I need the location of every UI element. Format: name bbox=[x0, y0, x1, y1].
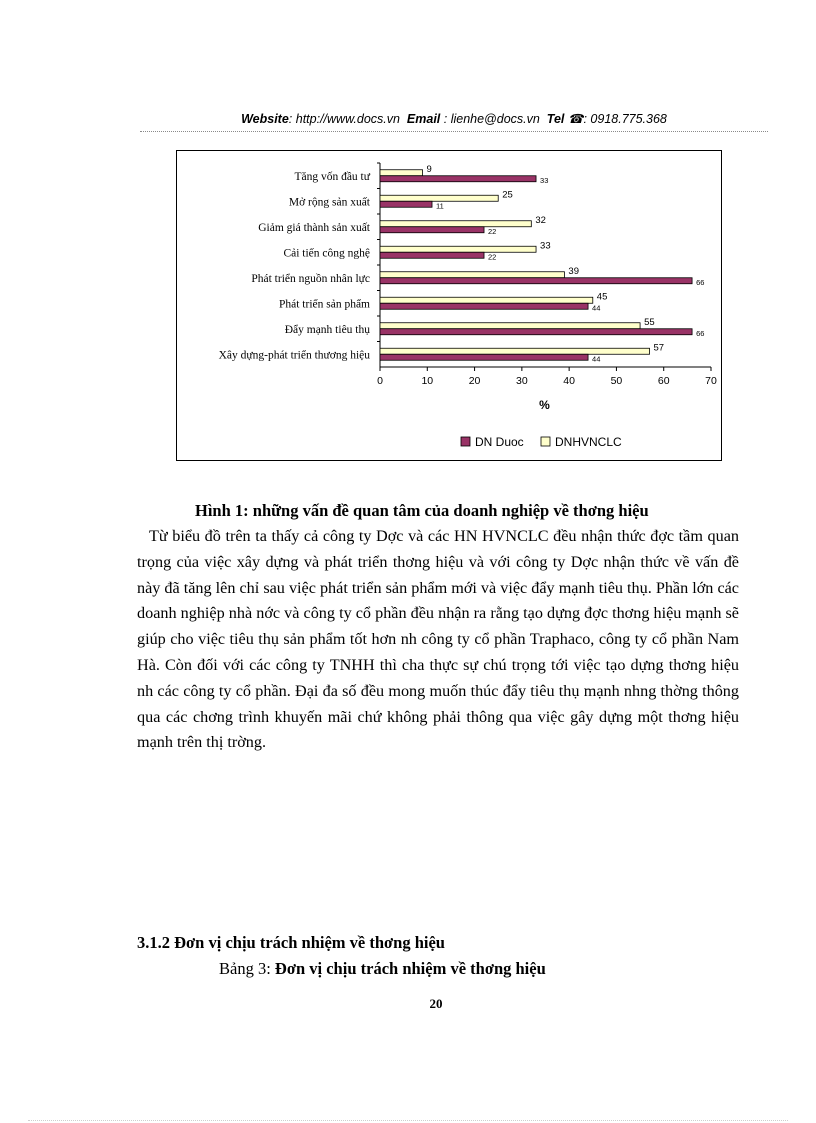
bar-dn-duoc bbox=[380, 278, 692, 284]
bar-dn-duoc bbox=[380, 303, 588, 309]
category-label: Xây dựng-phát triển thương hiệu bbox=[218, 349, 370, 362]
data-label: 44 bbox=[592, 354, 601, 364]
tel-label: Tel bbox=[546, 112, 565, 126]
bar-dnhvnclc bbox=[380, 246, 536, 252]
header-divider bbox=[140, 131, 768, 132]
section-heading: 3.1.2 Đơn vị chịu trách nhiệm về thơng hiệu bbox=[137, 933, 445, 952]
category-label: Giảm giá thành sản xuất bbox=[258, 221, 370, 234]
bar-dn-duoc bbox=[380, 176, 536, 182]
tel-value: : 0918.775.368 bbox=[583, 112, 667, 126]
data-label: 22 bbox=[488, 226, 497, 236]
table-title bbox=[219, 959, 546, 979]
bar-dn-duoc bbox=[380, 227, 484, 233]
category-label: Phát triển sản phẩm bbox=[278, 298, 370, 311]
page-number: 20 bbox=[429, 996, 443, 1011]
bar-dnhvnclc bbox=[380, 272, 564, 278]
data-label: 25 bbox=[502, 189, 513, 201]
legend-label: DNHVNCLC bbox=[555, 435, 622, 449]
x-tick-label: 70 bbox=[705, 375, 717, 387]
legend-label: DN Duoc bbox=[475, 435, 524, 449]
category-label: Cải tiến công nghệ bbox=[283, 247, 370, 260]
x-tick-label: 60 bbox=[657, 375, 670, 387]
category-label: Đẩy mạnh tiêu thụ bbox=[284, 323, 370, 336]
data-label: 22 bbox=[488, 252, 497, 262]
x-tick-label: 10 bbox=[421, 375, 434, 387]
email-value[interactable]: : lienhe@docs.vn bbox=[440, 112, 540, 126]
legend-swatch bbox=[541, 437, 550, 446]
page-header bbox=[140, 111, 768, 126]
x-tick-label: 30 bbox=[516, 375, 528, 387]
x-axis-title: % bbox=[539, 398, 550, 412]
data-label: 33 bbox=[540, 240, 551, 252]
x-tick-label: 20 bbox=[468, 375, 481, 387]
data-label: 9 bbox=[426, 163, 432, 175]
figure-caption: Hình 1: những vấn đề quan tâm của doanh nghiệp về thơng hiệu bbox=[195, 501, 649, 520]
bar-dnhvnclc bbox=[380, 348, 650, 354]
body-paragraph bbox=[137, 524, 739, 756]
bar-dnhvnclc bbox=[380, 170, 423, 176]
data-label: 11 bbox=[436, 201, 444, 211]
bar-dn-duoc bbox=[380, 252, 484, 258]
bar-dnhvnclc bbox=[380, 323, 640, 329]
data-label: 39 bbox=[568, 265, 579, 277]
email-label: Email bbox=[406, 112, 441, 126]
phone-icon: ☎ bbox=[567, 112, 584, 126]
data-label: 55 bbox=[644, 316, 655, 328]
data-label: 57 bbox=[653, 342, 665, 354]
bar-chart bbox=[176, 150, 722, 461]
chart-canvas bbox=[177, 151, 723, 462]
footer-divider bbox=[28, 1120, 788, 1121]
bar-dn-duoc bbox=[380, 329, 692, 335]
bar-dnhvnclc bbox=[380, 297, 593, 303]
data-label: 66 bbox=[696, 277, 705, 287]
data-label: 66 bbox=[696, 328, 705, 338]
data-label: 32 bbox=[535, 214, 546, 226]
category-label: Tăng vốn đầu tư bbox=[294, 170, 370, 183]
paragraph-text: Từ biểu đồ trên ta thấy cả công ty Dợc và các HN HVNCLC đều nhận thức đợc tầm quan trọng của việc xây dựng và phát triển thơng hiệu và với công ty Dợc nhận thức về vấn đề này đã tăng lên chỉ sau việc phát triển sản phẩm mới và việc đẩy mạnh tiêu thụ. Phần lớn các doanh nghiệp nhà nớc và công ty cổ phần đều nhận ra rằng tạo dựng đợc thơng hiệu mạnh sẽ giúp cho việc tiêu thụ sản phẩm tốt hơn nh công ty cổ phần Traphaco, công ty cổ phần Nam Hà. Còn đối với các công ty TNHH thì cha thực sự chú trọng tới việc tạo dựng thơng hiệu nh các công ty cổ phần. Đại đa số đều mong muốn thúc đẩy tiêu thụ mạnh nhng thờng thông qua các chơng trình khuyến mãi chứ không phải thông qua việc gây dựng một thơng hiệu mạnh trên thị trờng. bbox=[137, 527, 739, 752]
bar-dn-duoc bbox=[380, 354, 588, 360]
table-title-text: Đơn vị chịu trách nhiệm về thơng hiệu bbox=[274, 959, 546, 978]
bar-dnhvnclc bbox=[380, 221, 531, 227]
x-tick-label: 50 bbox=[610, 375, 623, 387]
bar-dn-duoc bbox=[380, 201, 432, 207]
website-url[interactable]: : http://www.docs.vn bbox=[288, 112, 400, 126]
category-label: Phát triển nguồn nhân lực bbox=[251, 272, 370, 285]
category-label: Mở rộng sản xuất bbox=[288, 196, 370, 209]
data-label: 45 bbox=[596, 291, 608, 303]
data-label: 33 bbox=[540, 175, 549, 185]
x-tick-label: 40 bbox=[563, 375, 575, 387]
legend-swatch bbox=[461, 437, 470, 446]
data-label: 44 bbox=[592, 303, 601, 313]
table-title-prefix: Bảng 3: bbox=[219, 959, 275, 978]
website-label: Website bbox=[241, 112, 289, 126]
x-tick-label: 0 bbox=[377, 375, 383, 387]
